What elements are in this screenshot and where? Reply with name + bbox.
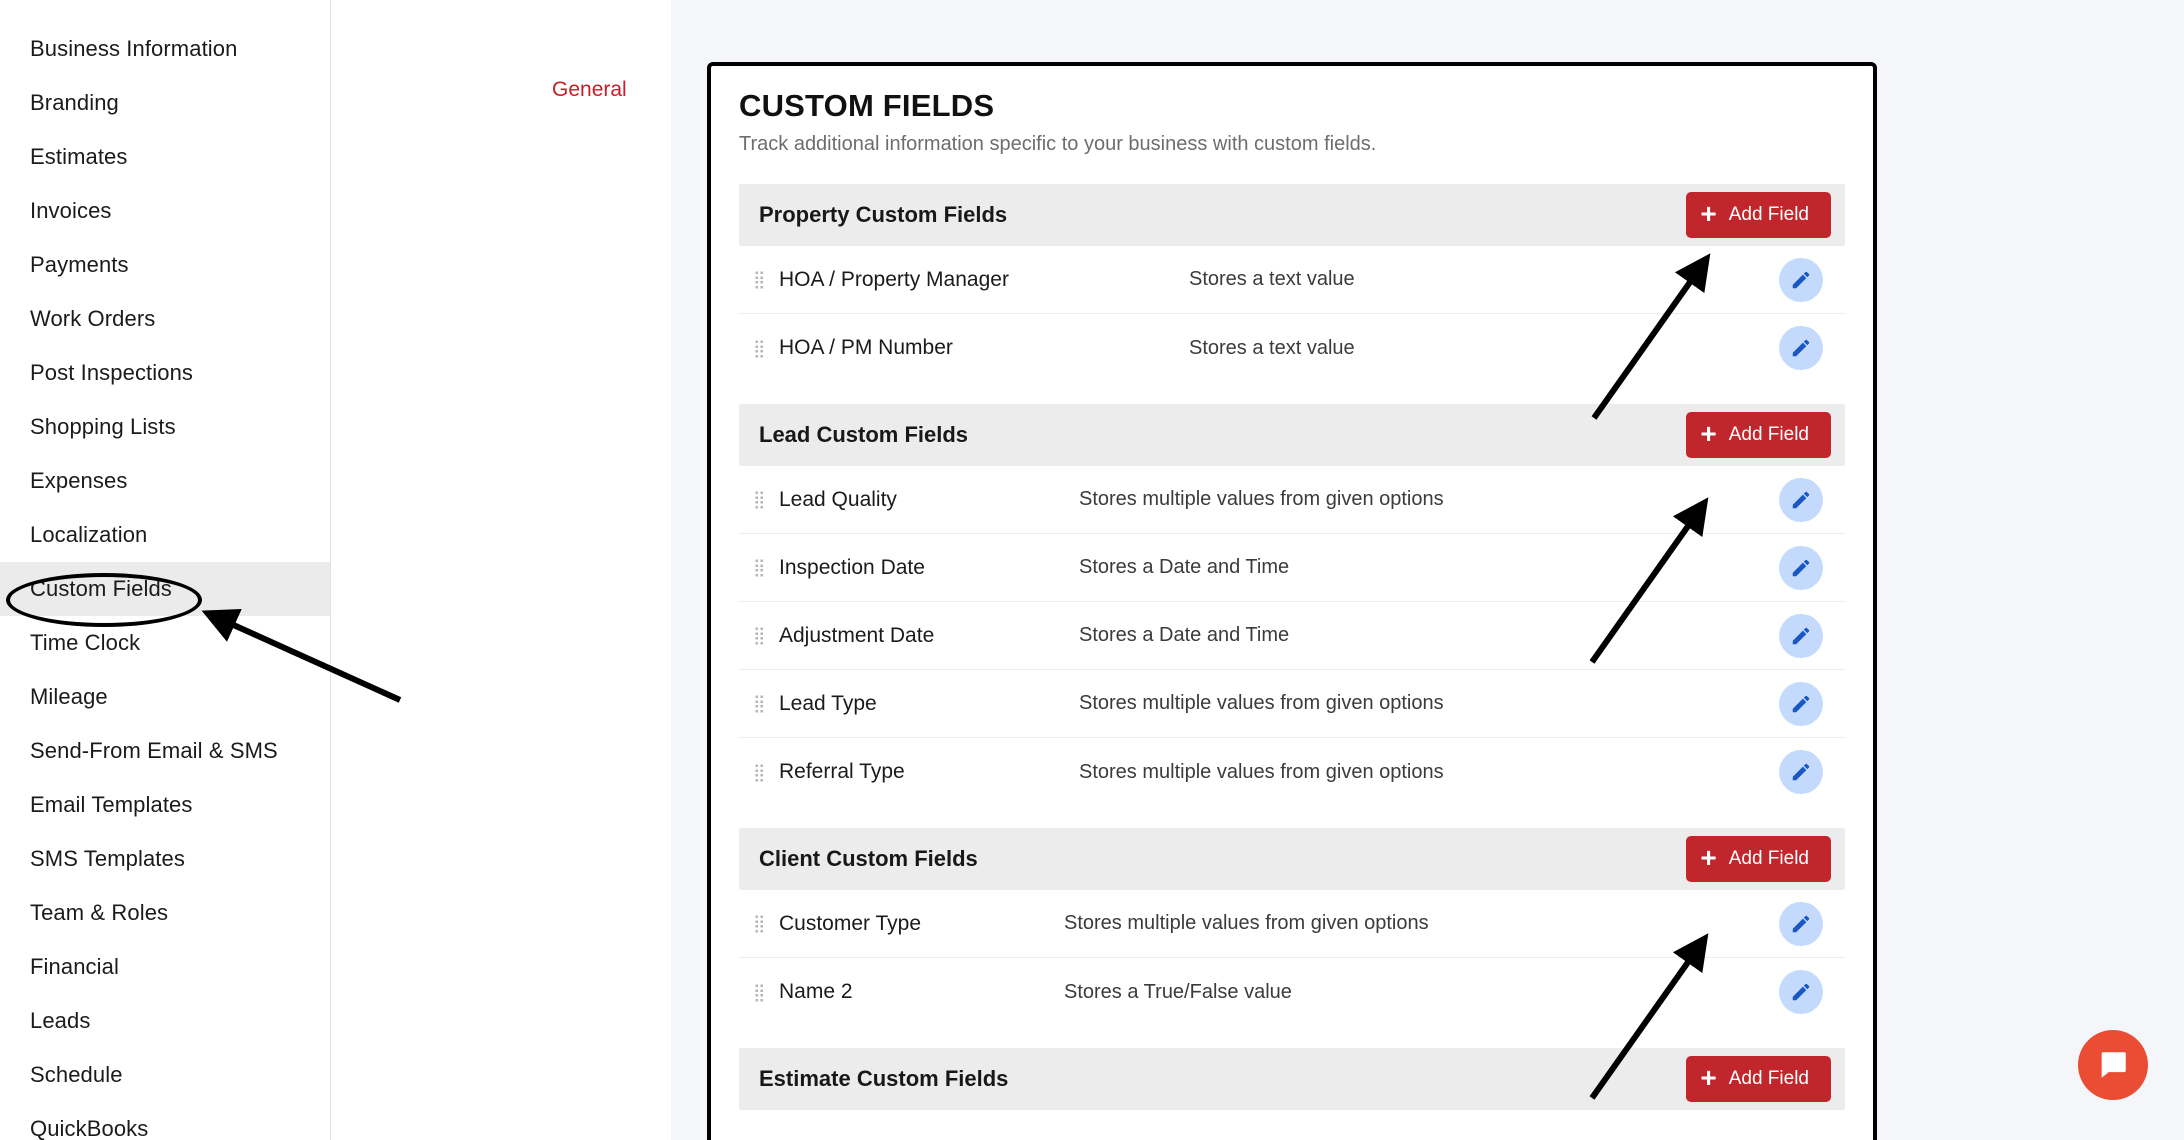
drag-handle-icon[interactable]: ⣿ [753, 694, 768, 713]
drag-handle-icon[interactable]: ⣿ [753, 270, 768, 289]
drag-handle-icon[interactable]: ⣿ [753, 914, 768, 933]
field-name: Adjustment Date [779, 623, 935, 647]
group-header [739, 828, 1845, 890]
sidebar-item-label: Send-From Email & SMS [30, 738, 278, 763]
sidebar-item-label: Time Clock [30, 630, 141, 655]
field-description: Stores a Date and Time [1079, 556, 1290, 578]
edit-field-button[interactable] [1779, 326, 1823, 370]
edit-field-button[interactable] [1779, 478, 1823, 522]
edit-field-button[interactable] [1779, 750, 1823, 794]
secondary-nav-strip [332, 0, 671, 1140]
group-property-custom-fields [739, 184, 1845, 382]
add-field-label: Add Field [1728, 204, 1809, 225]
sidebar-item-label: Post Inspections [30, 360, 194, 385]
sidebar-item-label: Leads [30, 1008, 91, 1033]
sidebar-item-label: Branding [30, 90, 119, 115]
sidebar-item-schedule[interactable] [0, 1048, 330, 1102]
field-name: Name 2 [779, 980, 853, 1003]
nav-link-general[interactable]: General [552, 78, 627, 101]
chat-launcher-button[interactable] [2078, 1030, 2148, 1100]
settings-sidebar [0, 0, 331, 1140]
sidebar-item-sms-templates[interactable] [0, 832, 330, 886]
field-name: Lead Quality [779, 487, 897, 511]
sidebar-item-financial[interactable] [0, 940, 330, 994]
field-description: Stores a text value [1189, 268, 1355, 290]
sidebar-item-estimates[interactable] [0, 130, 330, 184]
group-header [739, 404, 1845, 466]
drag-handle-icon[interactable]: ⣿ [753, 626, 768, 645]
page-title: CUSTOM FIELDS [739, 88, 995, 123]
sidebar-item-post-inspections[interactable] [0, 346, 330, 400]
sidebar-item-work-orders[interactable] [0, 292, 330, 346]
sidebar-item-label: Localization [30, 522, 148, 547]
field-name: HOA / PM Number [779, 336, 953, 359]
field-name: Referral Type [779, 760, 905, 783]
pencil-icon [1790, 625, 1812, 647]
plus-icon: + [1700, 198, 1717, 229]
field-description: Stores a Date and Time [1079, 624, 1290, 646]
add-field-label: Add Field [1728, 1068, 1809, 1089]
pencil-icon [1790, 337, 1812, 359]
table-row[interactable] [739, 246, 1845, 314]
pencil-icon [1790, 269, 1812, 291]
drag-handle-icon[interactable]: ⣿ [753, 490, 768, 509]
drag-handle-icon[interactable]: ⣿ [753, 982, 768, 1002]
sidebar-item-email-templates[interactable] [0, 778, 330, 832]
sidebar-item-mileage[interactable] [0, 670, 330, 724]
edit-field-button[interactable] [1779, 258, 1823, 302]
plus-icon: + [1700, 842, 1717, 873]
group-estimate-custom-fields [739, 1048, 1845, 1110]
sidebar-item-label: Mileage [30, 684, 108, 709]
field-description: Stores multiple values from given options [1079, 692, 1444, 714]
group-header [739, 1048, 1845, 1110]
sidebar-item-quickbooks[interactable] [0, 1102, 330, 1140]
edit-field-button[interactable] [1779, 970, 1823, 1014]
edit-field-button[interactable] [1779, 682, 1823, 726]
pencil-icon [1790, 489, 1812, 511]
sidebar-item-label: Schedule [30, 1062, 123, 1087]
sidebar-item-leads[interactable] [0, 994, 330, 1048]
table-row[interactable] [739, 602, 1845, 670]
sidebar-item-branding[interactable] [0, 76, 330, 130]
sidebar-item-label: Work Orders [30, 306, 156, 331]
sidebar-item-label: SMS Templates [30, 846, 185, 871]
table-row[interactable] [739, 534, 1845, 602]
field-description: Stores a True/False value [1064, 980, 1292, 1003]
pencil-icon [1790, 557, 1812, 579]
field-name: Customer Type [779, 911, 922, 935]
pencil-icon [1790, 913, 1812, 935]
table-row[interactable] [739, 314, 1845, 382]
custom-fields-panel [707, 62, 1877, 1140]
sidebar-item-label: Financial [30, 954, 119, 979]
sidebar-item-label: Payments [30, 252, 129, 277]
field-name: HOA / Property Manager [779, 267, 1009, 291]
sidebar-item-invoices[interactable] [0, 184, 330, 238]
plus-icon: + [1700, 418, 1717, 449]
group-lead-custom-fields [739, 404, 1845, 806]
sidebar-item-label: Estimates [30, 144, 128, 169]
group-client-custom-fields [739, 828, 1845, 1026]
sidebar-item-label: Expenses [30, 468, 128, 493]
field-name: Lead Type [779, 691, 877, 715]
sidebar-item-business-information[interactable] [0, 22, 330, 76]
table-row[interactable] [739, 958, 1845, 1026]
table-row[interactable] [739, 890, 1845, 958]
chat-icon [2096, 1048, 2130, 1082]
pencil-icon [1790, 693, 1812, 715]
group-title: Lead Custom Fields [759, 422, 969, 447]
edit-field-button[interactable] [1779, 546, 1823, 590]
drag-handle-icon[interactable]: ⣿ [753, 558, 768, 577]
sidebar-item-label: Team & Roles [30, 900, 169, 925]
add-field-button-estimate[interactable] [1686, 1056, 1831, 1102]
table-row[interactable] [739, 670, 1845, 738]
group-title: Estimate Custom Fields [759, 1066, 1009, 1091]
edit-field-button[interactable] [1779, 902, 1823, 946]
plus-icon: + [1700, 1062, 1717, 1093]
add-field-button-lead[interactable] [1686, 412, 1831, 458]
annotation-ellipse-custom-fields [6, 573, 202, 627]
field-name: Inspection Date [779, 555, 925, 579]
sidebar-item-label: Shopping Lists [30, 414, 176, 439]
add-field-button-client[interactable] [1686, 836, 1831, 882]
table-row[interactable] [739, 466, 1845, 534]
table-row[interactable] [739, 738, 1845, 806]
drag-handle-icon[interactable]: ⣿ [753, 338, 768, 358]
sidebar-item-send-from-email-sms[interactable] [0, 724, 330, 778]
sidebar-item-payments[interactable] [0, 238, 330, 292]
sidebar-item-shopping-lists[interactable] [0, 400, 330, 454]
add-field-button-property[interactable] [1686, 192, 1831, 238]
sidebar-item-label: Business Information [30, 36, 238, 61]
pencil-icon [1790, 761, 1812, 783]
sidebar-item-label: Invoices [30, 198, 112, 223]
sidebar-item-label: QuickBooks [30, 1116, 149, 1140]
group-title: Client Custom Fields [759, 846, 978, 871]
sidebar-item-time-clock[interactable] [0, 616, 330, 670]
field-description: Stores a text value [1189, 336, 1355, 359]
sidebar-item-expenses[interactable] [0, 454, 330, 508]
pencil-icon [1790, 981, 1812, 1003]
group-title: Property Custom Fields [759, 202, 1008, 227]
sidebar-item-label: Custom Fields [30, 576, 172, 601]
sidebar-item-localization[interactable] [0, 508, 330, 562]
edit-field-button[interactable] [1779, 614, 1823, 658]
field-description: Stores multiple values from given options [1079, 488, 1444, 510]
group-header [739, 184, 1845, 246]
page-subtitle: Track additional information specific to your business with custom fields. [739, 133, 1377, 155]
sidebar-item-label: Email Templates [30, 792, 193, 817]
panel-header [711, 66, 1873, 162]
field-description: Stores multiple values from given options [1064, 912, 1429, 934]
sidebar-item-team-roles[interactable] [0, 886, 330, 940]
field-description: Stores multiple values from given options [1079, 760, 1444, 783]
drag-handle-icon[interactable]: ⣿ [753, 762, 768, 782]
add-field-label: Add Field [1728, 848, 1809, 869]
add-field-label: Add Field [1728, 424, 1809, 445]
